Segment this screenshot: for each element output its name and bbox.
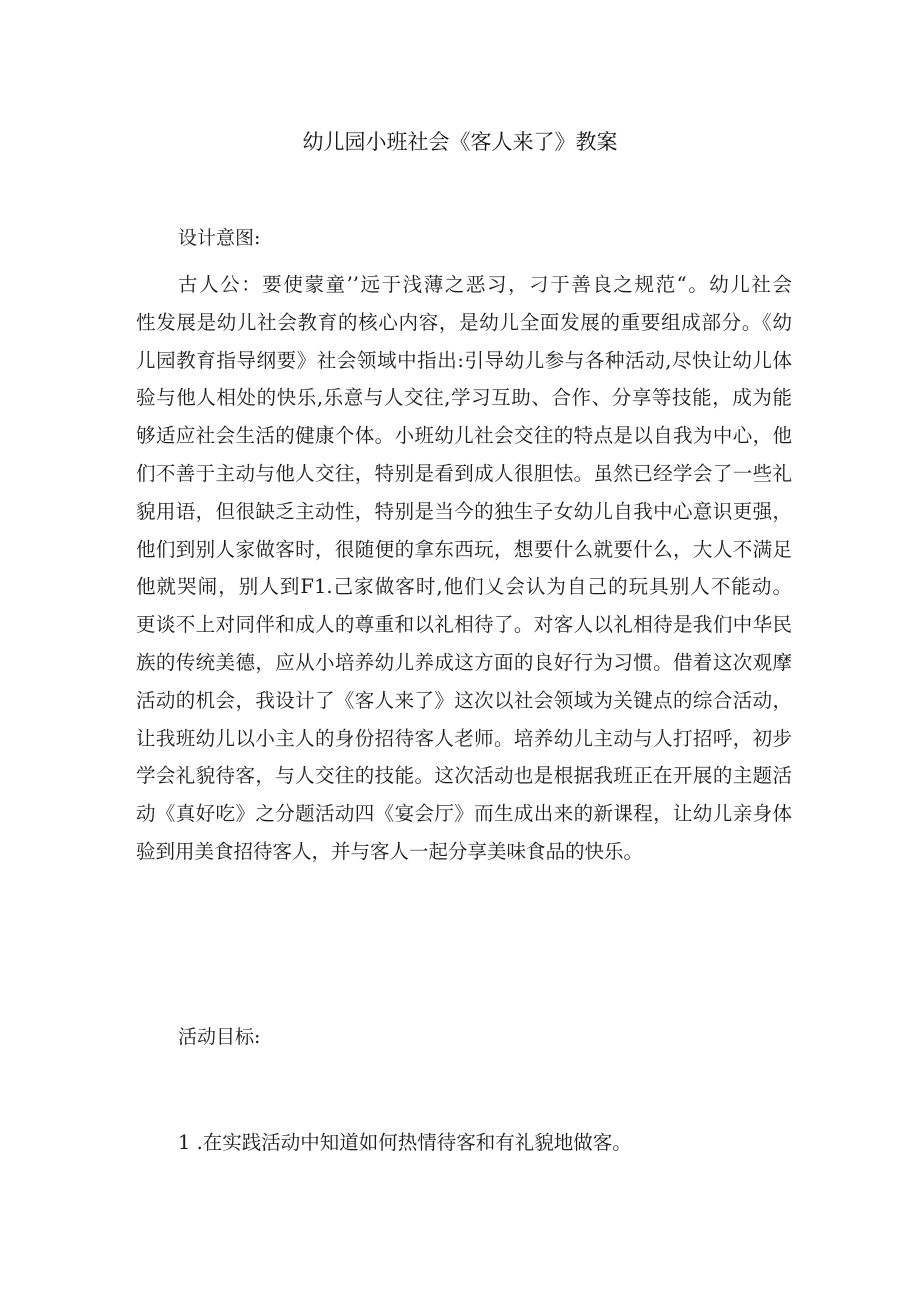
paragraph-line: 族的传统美德，应从小培养幼儿养成这方面的良好行为习惯。借着这次观摩	[136, 650, 792, 674]
paragraph-line: 够适应社会生活的健康个体。小班幼儿社会交往的特点是以自我为中心，他	[136, 424, 792, 448]
paragraph-line: 们不善于主动与他人交往，特别是看到成人很胆怯。虽然已经学会了一些礼	[136, 461, 792, 485]
paragraph-line: 他们到别人家做客时，很随便的拿东西玩，想要什么就要什么，大人不满足	[136, 537, 792, 561]
paragraph-line: 让我班幼儿以小主人的身份招待客人老师。培养幼儿主动与人打招呼，初步	[136, 726, 792, 750]
paragraph-line: 性发展是幼儿社会教育的核心内容，是幼儿全面发展的重要组成部分。《幼	[136, 310, 792, 334]
paragraph-line: 验与他人相处的快乐,乐意与人交往,学习互助、合作、分享等技能，成为能	[136, 386, 792, 410]
design-intent-heading: 设计意图:	[178, 227, 261, 249]
paragraph-line: 儿园教育指导纲要》社会领域中指出:引导幼儿参与各种活动,尽快让幼儿体	[136, 348, 792, 372]
paragraph-line: 他就哭闹，别人到F1.己家做客时,他们乂会认为自己的玩具别人不能动。	[136, 575, 792, 599]
document-title: 幼儿园小班社会《客人来了》教案	[302, 130, 618, 154]
paragraph-line: 貌用语，但很缺乏主动性，特别是当今的独生子女幼儿自我中心意识更强，	[136, 499, 792, 523]
goal-list-item: 1 .在实践活动中知道如何热情待客和有礼貌地做客。	[178, 1131, 632, 1154]
paragraph-line: 动《真好吃》之分题活动四《宴会厅》而生成出来的新课程，让幼儿亲身体	[136, 802, 792, 826]
design-intent-paragraph	[136, 266, 792, 871]
paragraph-line: 古人公：要使蒙童’’远于浅薄之恶习，刁于善良之规范“。幼儿社会	[178, 273, 792, 296]
paragraph-line: 学会礼貌待客，与人交往的技能。这次活动也是根据我班正在开展的主题活	[136, 764, 792, 788]
paragraph-line: 活动的机会，我设计了《客人来了》这次以社会领域为关键点的综合活动，	[136, 688, 792, 712]
paragraph-line: 更谈不上对同伴和成人的尊重和以礼相待了。对客人以礼相待是我们中华民	[136, 613, 792, 637]
paragraph-line: 验到用美食招待客人，并与客人一起分享美味食品的快乐。	[136, 839, 644, 863]
activity-goals-heading: 活动目标:	[178, 1026, 261, 1048]
